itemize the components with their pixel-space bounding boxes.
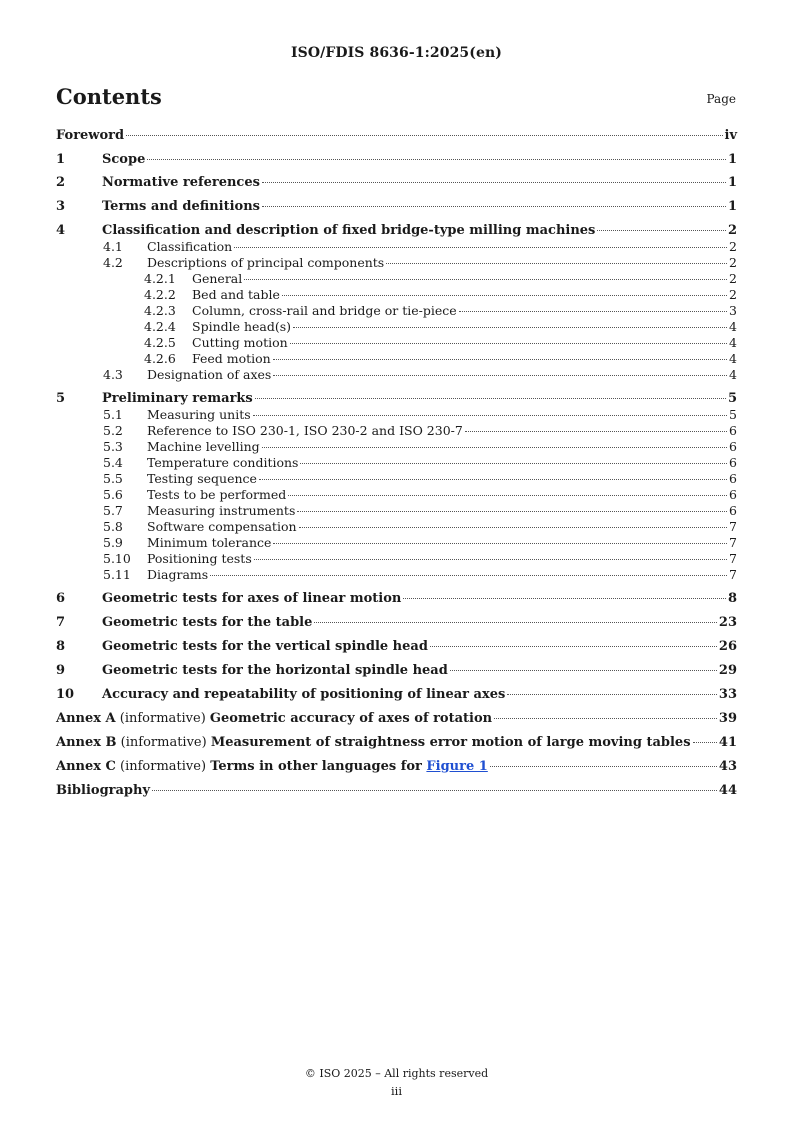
toc-entry-number: 2 bbox=[56, 175, 66, 190]
toc-entry-page: 1 bbox=[727, 199, 737, 214]
toc-entry-page: 39 bbox=[718, 711, 737, 726]
toc-entry[interactable] bbox=[56, 639, 737, 654]
toc-entry-text: Column, cross-rail and bridge or tie-piece bbox=[192, 303, 457, 318]
copyright-footer: © ISO 2025 – All rights reserved bbox=[304, 1067, 489, 1080]
toc-entry[interactable] bbox=[56, 391, 737, 406]
toc-entry-text: Geometric tests for the horizontal spindle head bbox=[102, 663, 448, 678]
toc-entry-text: Normative references bbox=[102, 175, 260, 190]
toc-entry-title bbox=[147, 487, 286, 502]
toc-entry-title bbox=[102, 175, 260, 190]
toc-entry-page: iv bbox=[724, 128, 737, 143]
toc-entry-text: Reference to ISO 230-1, ISO 230-2 and ISO 230-7 bbox=[147, 423, 463, 438]
toc-entry-page: 43 bbox=[718, 759, 737, 774]
dot-leader bbox=[290, 343, 727, 344]
toc-entry-title bbox=[147, 255, 384, 270]
toc-entry-page: 23 bbox=[718, 615, 737, 630]
toc-entry-page: 6 bbox=[729, 455, 737, 470]
dot-leader bbox=[430, 646, 717, 647]
toc-entry-page: 6 bbox=[729, 439, 737, 454]
toc-entry[interactable] bbox=[56, 591, 737, 606]
toc-entry[interactable] bbox=[56, 367, 737, 382]
toc-entry[interactable] bbox=[56, 687, 737, 702]
toc-entry-number: 5 bbox=[56, 391, 66, 406]
page-column-label: Page bbox=[706, 92, 736, 106]
toc-entry[interactable] bbox=[56, 735, 737, 750]
toc-entry[interactable] bbox=[56, 759, 737, 774]
dot-leader bbox=[403, 598, 726, 599]
toc-entry[interactable] bbox=[56, 783, 737, 798]
figure-link[interactable]: Figure 1 bbox=[426, 759, 488, 774]
dot-leader bbox=[297, 511, 727, 512]
toc-entry[interactable] bbox=[56, 551, 737, 566]
toc-entry-title bbox=[102, 639, 428, 654]
toc-entry-number: 6 bbox=[56, 591, 66, 606]
toc-entry[interactable] bbox=[56, 303, 737, 318]
dot-leader bbox=[314, 622, 717, 623]
toc-entry-text: Geometric tests for axes of linear motion bbox=[102, 591, 402, 606]
toc-entry-page: 7 bbox=[729, 519, 737, 534]
toc-entry-title bbox=[56, 783, 150, 798]
toc-entry-page: 2 bbox=[727, 223, 737, 238]
toc-entry[interactable] bbox=[56, 199, 737, 214]
toc-entry-page: 6 bbox=[729, 471, 737, 486]
toc-entry[interactable] bbox=[56, 615, 737, 630]
page-number: iii bbox=[390, 1084, 403, 1098]
dot-leader bbox=[244, 279, 727, 280]
toc-entry-text: Terms in other languages for bbox=[210, 759, 427, 774]
toc-entry-title bbox=[56, 711, 492, 726]
toc-entry[interactable] bbox=[56, 319, 737, 334]
toc-entry-text: Preliminary remarks bbox=[102, 391, 253, 406]
toc-entry-page: 44 bbox=[718, 783, 737, 798]
dot-leader bbox=[386, 263, 727, 264]
toc-entry-number: 7 bbox=[56, 615, 66, 630]
toc-entry-page: 26 bbox=[718, 639, 737, 654]
toc-entry[interactable] bbox=[56, 351, 737, 366]
toc-entry-title bbox=[102, 615, 312, 630]
toc-entry-title bbox=[147, 455, 298, 470]
toc-entry-text: Positioning tests bbox=[147, 551, 252, 566]
toc-entry-title bbox=[147, 567, 208, 582]
toc-entry-title bbox=[192, 303, 457, 318]
toc-entry-number: 5.9 bbox=[103, 535, 123, 550]
toc-entry-text: Measuring instruments bbox=[147, 503, 296, 518]
toc-entry-number: 4.2.5 bbox=[144, 335, 176, 350]
toc-entry-number: 4.3 bbox=[103, 367, 123, 382]
dot-leader bbox=[465, 431, 727, 432]
toc-entry-number: 5.5 bbox=[103, 471, 123, 486]
toc-entry-title bbox=[102, 391, 253, 406]
annex-informative-label: (informative) bbox=[116, 735, 211, 750]
dot-leader bbox=[459, 311, 727, 312]
toc-entry[interactable] bbox=[56, 407, 737, 422]
toc-entry-text: Scope bbox=[102, 152, 146, 167]
toc-entry-text: Temperature conditions bbox=[147, 455, 299, 470]
toc-entry-page: 5 bbox=[729, 407, 737, 422]
toc-entry-text: General bbox=[192, 271, 243, 286]
toc-entry[interactable] bbox=[56, 455, 737, 470]
toc-entry-page: 7 bbox=[729, 535, 737, 550]
toc-entry-number: 4.2.4 bbox=[144, 319, 176, 334]
toc-entry-text: Accuracy and repeatability of positioning of linear axes bbox=[102, 687, 506, 702]
toc-entry-number: 5.10 bbox=[103, 551, 131, 566]
dot-leader bbox=[273, 543, 727, 544]
dot-leader bbox=[494, 718, 717, 719]
toc-entry-title bbox=[192, 319, 291, 334]
toc-entry-title bbox=[102, 223, 595, 238]
toc-entry-page: 2 bbox=[729, 287, 737, 302]
toc-entry[interactable] bbox=[56, 663, 737, 678]
toc-entry-text: Feed motion bbox=[192, 351, 271, 366]
toc-entry-title bbox=[147, 551, 252, 566]
toc-entry[interactable] bbox=[56, 223, 737, 238]
toc-entry-title bbox=[192, 271, 242, 286]
annex-informative-label: (informative) bbox=[115, 759, 211, 774]
toc-entry-number: 4.2.6 bbox=[144, 351, 176, 366]
toc-entry-number: 4.1 bbox=[103, 239, 123, 254]
toc-entry-text: Diagrams bbox=[147, 567, 209, 582]
toc-entry-text: Spindle head(s) bbox=[192, 319, 292, 334]
toc-entry-title bbox=[147, 407, 251, 422]
toc-entry-title bbox=[192, 351, 271, 366]
toc-entry-number: 9 bbox=[56, 663, 66, 678]
dot-leader bbox=[273, 359, 727, 360]
toc-entry-text: Terms and definitions bbox=[102, 199, 260, 214]
toc-entry-number: 1 bbox=[56, 152, 66, 167]
toc-entry-number: 4.2.1 bbox=[144, 271, 176, 286]
toc-entry[interactable] bbox=[56, 175, 737, 190]
toc-entry-page: 29 bbox=[718, 663, 737, 678]
toc-entry-number: 5.11 bbox=[103, 567, 131, 582]
toc-entry-text: Bibliography bbox=[56, 783, 151, 798]
toc-entry-page: 6 bbox=[729, 503, 737, 518]
dot-leader bbox=[255, 398, 726, 399]
toc-entry-number: 10 bbox=[56, 687, 75, 702]
toc-entry-title bbox=[147, 519, 297, 534]
toc-entry-number: 4.2.2 bbox=[144, 287, 176, 302]
dot-leader bbox=[597, 230, 726, 231]
toc-entry-number: 5.4 bbox=[103, 455, 123, 470]
dot-leader bbox=[210, 575, 727, 576]
dot-leader bbox=[507, 694, 717, 695]
toc-entry-text: Classification and description of fixed bridge-type milling machines bbox=[102, 223, 596, 238]
toc-entry-text: Geometric tests for the vertical spindle head bbox=[102, 639, 428, 654]
dot-leader bbox=[300, 463, 727, 464]
dot-leader bbox=[262, 182, 726, 183]
toc-entry-title bbox=[102, 687, 505, 702]
toc-entry[interactable] bbox=[56, 423, 737, 438]
toc-entry-title bbox=[192, 335, 288, 350]
toc-entry-title bbox=[147, 503, 295, 518]
toc-entry[interactable] bbox=[56, 239, 737, 254]
toc-entry-title bbox=[192, 287, 280, 302]
dot-leader bbox=[262, 206, 726, 207]
toc-entry-text: Bed and table bbox=[192, 287, 280, 302]
dot-leader bbox=[299, 527, 728, 528]
toc-entry-title bbox=[56, 735, 691, 750]
dot-leader bbox=[253, 415, 727, 416]
dot-leader bbox=[126, 135, 722, 136]
toc-entry-title bbox=[147, 439, 260, 454]
toc-entry-text: Geometric tests for the table bbox=[102, 615, 313, 630]
toc-entry-number: 5.7 bbox=[103, 503, 123, 518]
toc-entry-text: Designation of axes bbox=[147, 367, 272, 382]
dot-leader bbox=[259, 479, 727, 480]
toc-entry[interactable] bbox=[56, 487, 737, 502]
toc-entry[interactable] bbox=[56, 503, 737, 518]
annex-informative-label: (informative) bbox=[115, 711, 210, 726]
dot-leader bbox=[450, 670, 717, 671]
toc-entry-title bbox=[147, 423, 463, 438]
toc-entry-title bbox=[147, 535, 271, 550]
dot-leader bbox=[282, 295, 727, 296]
toc-entry-text: Software compensation bbox=[147, 519, 297, 534]
dot-leader bbox=[490, 766, 717, 767]
toc-entry-text: Testing sequence bbox=[147, 471, 257, 486]
annex-label: Annex B bbox=[56, 735, 117, 750]
dot-leader bbox=[152, 790, 717, 791]
toc-entry[interactable] bbox=[56, 287, 737, 302]
toc-entry[interactable] bbox=[56, 471, 737, 486]
toc-entry-number: 4 bbox=[56, 223, 66, 238]
toc-entry-number: 4.2.3 bbox=[144, 303, 176, 318]
toc-entry-title bbox=[102, 591, 401, 606]
annex-label: Annex C bbox=[56, 759, 116, 774]
toc-entry-text: Classification bbox=[147, 239, 233, 254]
toc-entry[interactable] bbox=[56, 335, 737, 350]
dot-leader bbox=[293, 327, 727, 328]
toc-entry-page: 8 bbox=[727, 591, 737, 606]
toc-entry-number: 5.6 bbox=[103, 487, 123, 502]
toc-entry-page: 4 bbox=[729, 351, 737, 366]
toc-entry-number: 5.1 bbox=[103, 407, 123, 422]
toc-entry-page: 2 bbox=[729, 271, 737, 286]
toc-entry-page: 1 bbox=[727, 152, 737, 167]
toc-entry-title bbox=[102, 199, 260, 214]
toc-entry-number: 5.8 bbox=[103, 519, 123, 534]
toc-entry-title bbox=[102, 663, 448, 678]
toc-entry-page: 6 bbox=[729, 487, 737, 502]
toc-entry-text: Descriptions of principal components bbox=[147, 255, 385, 270]
toc-entry-page: 6 bbox=[729, 423, 737, 438]
toc-entry-title bbox=[147, 239, 232, 254]
dot-leader bbox=[262, 447, 727, 448]
toc-entry-page: 41 bbox=[718, 735, 737, 750]
toc-entry-text: Measurement of straightness error motion of large moving tables bbox=[210, 735, 691, 750]
toc-entry[interactable] bbox=[56, 567, 737, 582]
dot-leader bbox=[273, 375, 727, 376]
toc-entry-page: 4 bbox=[729, 335, 737, 350]
toc-entry-page: 2 bbox=[729, 239, 737, 254]
toc-entry-number: 3 bbox=[56, 199, 66, 214]
toc-entry[interactable] bbox=[56, 152, 737, 167]
dot-leader bbox=[693, 742, 717, 743]
toc-entry-text: Tests to be performed bbox=[147, 487, 287, 502]
toc-entry[interactable] bbox=[56, 535, 737, 550]
dot-leader bbox=[234, 247, 727, 248]
toc-entry-title bbox=[147, 367, 271, 382]
toc-entry[interactable] bbox=[56, 439, 737, 454]
toc-entry-text: Machine levelling bbox=[147, 439, 260, 454]
contents-title: Contents bbox=[56, 84, 162, 109]
toc-entry-page: 5 bbox=[727, 391, 737, 406]
toc-entry-page: 1 bbox=[727, 175, 737, 190]
toc-entry[interactable] bbox=[56, 711, 737, 726]
toc-entry-title bbox=[102, 152, 145, 167]
toc-entry[interactable] bbox=[56, 519, 737, 534]
toc-entry-title bbox=[56, 759, 488, 774]
toc-entry-text: Cutting motion bbox=[192, 335, 288, 350]
toc-entry-page: 7 bbox=[729, 567, 737, 582]
toc-entry-number: 5.2 bbox=[103, 423, 123, 438]
dot-leader bbox=[254, 559, 727, 560]
toc-entry[interactable] bbox=[56, 271, 737, 286]
toc-entry-title bbox=[147, 471, 257, 486]
toc-entry-page: 33 bbox=[718, 687, 737, 702]
toc-entry[interactable] bbox=[56, 255, 737, 270]
toc-entry-page: 3 bbox=[729, 303, 737, 318]
toc-entry[interactable] bbox=[56, 128, 737, 143]
toc-entry-number: 4.2 bbox=[103, 255, 123, 270]
toc-entry-text: Minimum tolerance bbox=[147, 535, 272, 550]
dot-leader bbox=[147, 159, 726, 160]
document-id-header: ISO/FDIS 8636-1:2025(en) bbox=[291, 45, 502, 61]
dot-leader bbox=[288, 495, 727, 496]
toc-entry-text: Foreword bbox=[56, 128, 125, 143]
toc-entry-page: 4 bbox=[729, 367, 737, 382]
toc-entry-title bbox=[56, 128, 124, 143]
toc-entry-page: 4 bbox=[729, 319, 737, 334]
toc-entry-text: Geometric accuracy of axes of rotation bbox=[209, 711, 493, 726]
toc-entry-number: 8 bbox=[56, 639, 66, 654]
annex-label: Annex A bbox=[56, 711, 116, 726]
toc-entry-text: Measuring units bbox=[147, 407, 251, 422]
toc-entry-page: 2 bbox=[729, 255, 737, 270]
toc-entry-number: 5.3 bbox=[103, 439, 123, 454]
toc-entry-page: 7 bbox=[729, 551, 737, 566]
